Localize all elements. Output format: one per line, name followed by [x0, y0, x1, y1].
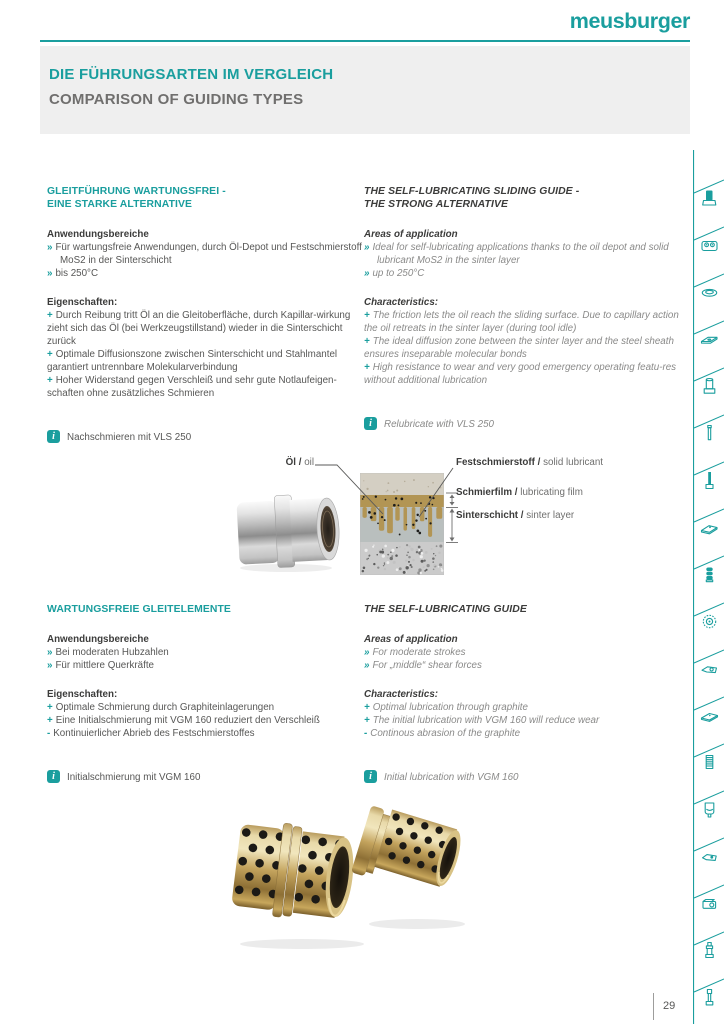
- apps-list: [47, 646, 362, 672]
- info-label: Relubricate with VLS 250: [384, 419, 495, 430]
- guide-bush-icon: [704, 379, 715, 394]
- header-divider: [40, 40, 690, 42]
- bullet-marker: »: [364, 242, 370, 253]
- bullet-marker: »: [364, 268, 370, 279]
- list-item: [364, 714, 689, 727]
- plus-marker: +: [47, 310, 53, 321]
- plus-marker: +: [47, 349, 53, 360]
- plus-marker: +: [364, 362, 370, 373]
- oil-dispenser-icon: [705, 803, 714, 817]
- apps-title: Anwendungsbereiche: [47, 634, 149, 645]
- list-item: [364, 241, 689, 267]
- list-item-text: Kontinuierlicher Abrieb des Festschmierstoffes: [53, 728, 255, 739]
- bush-stack-icon: [706, 568, 712, 582]
- guide-pin-icon: [708, 426, 711, 440]
- list-item: [364, 646, 689, 659]
- list-item-text: Optimal lubrication through graphite: [372, 702, 528, 713]
- list-item: [47, 701, 362, 714]
- shim-ring-icon: [702, 289, 716, 296]
- heading-line: THE SELF-LUBRICATING SLIDING GUIDE -: [364, 186, 580, 197]
- latch-lock-icon: [703, 900, 716, 909]
- section1-column-de: [47, 185, 362, 444]
- list-item-text: Hoher Widerstand gegen Verschleiß und sehr gute Notlaufeigen-schaften ohne zusätzliches Schmieren: [47, 375, 337, 399]
- stripper-bolt-icon: [706, 472, 713, 489]
- list-item: [47, 714, 362, 727]
- plus-marker: +: [47, 702, 53, 713]
- list-item-text: Bei moderaten Hubzahlen: [55, 647, 169, 658]
- chars-title: Characteristics:: [364, 689, 439, 700]
- bullet-marker: »: [47, 268, 53, 279]
- list-item: [364, 335, 689, 361]
- date-stamp-icon: [703, 615, 715, 627]
- info-note: [364, 770, 689, 784]
- list-item-text: bis 250°C: [55, 268, 99, 279]
- page-title-box: [40, 46, 690, 134]
- list-item: [47, 727, 362, 740]
- list-item: [47, 374, 362, 400]
- heading-line: GLEITFÜHRUNG WARTUNGSFREI -: [47, 186, 226, 197]
- chars-title: Eigenschaften:: [47, 297, 118, 308]
- label-solid-lubricant: [456, 457, 603, 469]
- list-item-text: High resistance to wear and very good emergency operating featu-res without additional lubrication: [364, 362, 677, 386]
- plus-marker: +: [47, 715, 53, 726]
- list-item-text: For moderate strokes: [372, 647, 466, 658]
- label-lubricating-film: [456, 487, 583, 499]
- label-solid-de: Festschmierstoff /: [456, 457, 541, 468]
- list-item-text: Durch Reibung tritt Öl an die Gleitoberfläche, durch Kapillar-wirkung zieht sich das Öl (bei Werkzeugstillstand) wieder in die Sinterschicht zurück: [47, 310, 351, 347]
- bullet-marker: »: [364, 660, 370, 671]
- list-item: [47, 348, 362, 374]
- heading-line: EINE STARKE ALTERNATIVE: [47, 199, 193, 210]
- section2-heading-en: [364, 603, 689, 616]
- chars-list: [47, 309, 362, 400]
- info-icon: i: [47, 430, 60, 443]
- catalog-tab-sidebar: [693, 150, 724, 1024]
- chars-list: [364, 701, 689, 740]
- apps-title: Areas of application: [364, 229, 458, 240]
- list-item: [47, 646, 362, 659]
- plus-marker: +: [364, 310, 370, 321]
- minus-marker: -: [47, 728, 51, 739]
- list-item-text: Continous abrasion of the graphite: [370, 728, 521, 739]
- label-sinter-en: sinter layer: [526, 510, 575, 521]
- list-item: [47, 659, 362, 672]
- heading-line: WARTUNGSFREIE GLEITELEMENTE: [47, 604, 231, 615]
- list-item-text: Eine Initialschmierung mit VGM 160 reduziert den Verschleiß: [55, 715, 320, 726]
- plus-marker: +: [364, 336, 370, 347]
- sliding-block-icon: [702, 667, 717, 673]
- guide-pillar-icon: [703, 191, 716, 206]
- list-item: [364, 659, 689, 672]
- list-item: [47, 309, 362, 348]
- minus-marker: -: [364, 728, 368, 739]
- page-title-en: COMPARISON OF GUIDING TYPES: [49, 91, 304, 108]
- apps-list: [364, 646, 689, 672]
- info-icon: i: [47, 770, 60, 783]
- chars-list: [364, 309, 689, 387]
- list-item: [364, 309, 689, 335]
- meusburger-logo: meusburger: [569, 9, 690, 33]
- list-item: [47, 267, 362, 280]
- label-oil: [230, 457, 314, 469]
- plus-marker: +: [47, 375, 53, 386]
- section2-column-en: [364, 603, 689, 784]
- list-item-text: The friction lets the oil reach the sliding surface. Due to capillary action the oil retreats in the sinter layer (during tool idle): [364, 310, 679, 334]
- plus-marker: +: [364, 702, 370, 713]
- sliding-plate-icon: [702, 526, 718, 534]
- apps-title: Anwendungsbereiche: [47, 229, 149, 240]
- heading-line: THE SELF-LUBRICATING GUIDE: [364, 604, 527, 615]
- list-item-text: For „middle“ shear forces: [372, 660, 482, 671]
- list-item-text: Für wartungsfreie Anwendungen, durch Öl-Depot und Festschmierstoff MoS2 in der Sinterschicht: [55, 242, 362, 266]
- label-solid-en: solid lubricant: [543, 457, 604, 468]
- label-oil-de: Öl /: [285, 457, 302, 468]
- info-note: [364, 417, 689, 431]
- chars-title: Eigenschaften:: [47, 689, 118, 700]
- bullet-marker: »: [364, 647, 370, 658]
- info-icon: i: [364, 417, 377, 430]
- info-note: [47, 770, 362, 784]
- section2-heading-de: [47, 603, 362, 616]
- list-item-text: Für mittlere Querkräfte: [55, 660, 154, 671]
- apps-title: Areas of application: [364, 634, 458, 645]
- label-oil-en: oil: [304, 457, 314, 468]
- flat-guide-icon: [702, 714, 718, 722]
- info-note: [47, 430, 362, 444]
- info-label: Initialschmierung mit VGM 160: [67, 772, 201, 783]
- label-sinter-layer: [456, 510, 574, 522]
- apps-list: [47, 241, 362, 280]
- screw-clamp-icon: [706, 990, 713, 1005]
- list-item: [47, 241, 362, 267]
- bullet-marker: »: [47, 660, 53, 671]
- info-icon: i: [364, 770, 377, 783]
- bullet-marker: »: [47, 242, 53, 253]
- list-item: [364, 361, 689, 387]
- list-item-text: Ideal for self-lubricating applications thanks to the oil depot and solid lubricant MoS2 in the sinter layer: [372, 242, 669, 266]
- bullet-marker: »: [47, 647, 53, 658]
- section1-heading-en: [364, 185, 689, 211]
- label-film-de: Schmierfilm /: [456, 487, 518, 498]
- plus-marker: +: [364, 715, 370, 726]
- info-label: Nachschmieren mit VLS 250: [67, 432, 192, 443]
- centering-sleeve-icon: [702, 242, 717, 251]
- cam-slide-icon: [703, 855, 717, 861]
- wear-plate-icon: [702, 337, 718, 343]
- chars-title: Characteristics:: [364, 297, 439, 308]
- spring-icon: [706, 756, 713, 769]
- page-number: 29: [653, 993, 675, 1020]
- valve-unit-icon: [706, 943, 713, 958]
- list-item-text: The initial lubrication with VGM 160 will reduce wear: [372, 715, 600, 726]
- section2-column-de: [47, 603, 362, 784]
- page-title-de: DIE FÜHRUNGSARTEN IM VERGLEICH: [49, 66, 334, 83]
- list-item-text: The ideal diffusion zone between the sinter layer and the steel sheath ensures inseparable molecular bonds: [364, 336, 674, 360]
- heading-line: THE STRONG ALTERNATIVE: [364, 199, 509, 210]
- list-item-text: Optimale Diffusionszone zwischen Sinterschicht und Stahlmantel garantiert untrennbare Molekularverbindung: [47, 349, 338, 373]
- section1-heading-de: [47, 185, 362, 211]
- list-item-text: Optimale Schmierung durch Graphiteinlagerungen: [55, 702, 275, 713]
- label-sinter-de: Sinterschicht /: [456, 510, 524, 521]
- label-film-en: lubricating film: [520, 487, 583, 498]
- list-item-text: up to 250°C: [372, 268, 425, 279]
- section1-column-en: [364, 185, 689, 431]
- apps-list: [364, 241, 689, 280]
- chars-list: [47, 701, 362, 740]
- graphite-bushings-photo: [232, 792, 484, 954]
- list-item: [364, 727, 689, 740]
- list-item: [364, 701, 689, 714]
- list-item: [364, 267, 689, 280]
- info-label: Initial lubrication with VGM 160: [384, 772, 519, 783]
